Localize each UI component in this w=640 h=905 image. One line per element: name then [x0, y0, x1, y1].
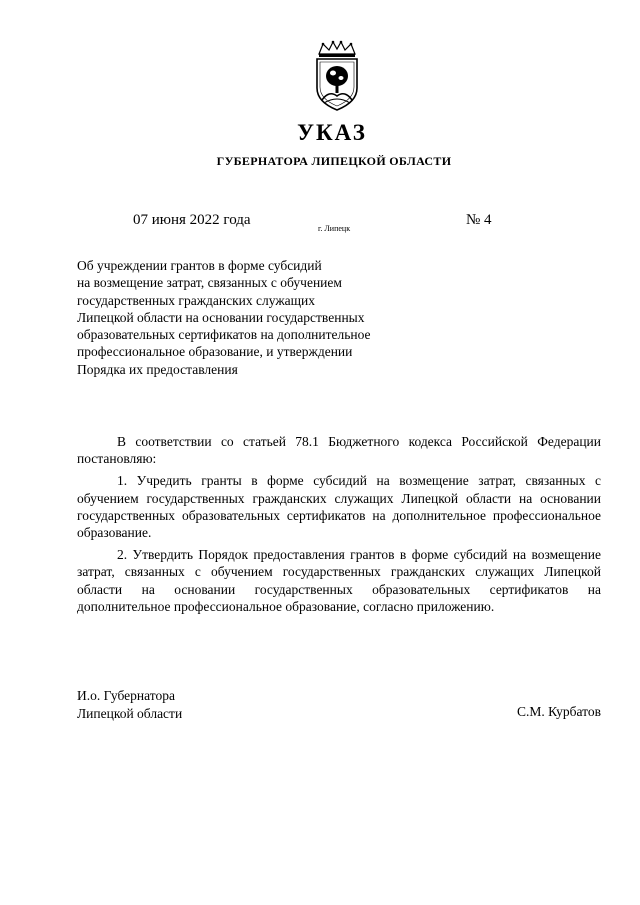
item-2-paragraph: 2. Утвердить Порядок предоставления грантов в форме субсидий на возмещение затрат, связанных с обучением государственных гражданских служащих Липецкой области на основании государственных образовательных сертификатов на дополнительное профессиональное образование, согласно приложению.	[77, 547, 601, 614]
document-date: 07 июня 2022 года	[133, 212, 251, 228]
document-city: г. Липецк	[318, 224, 351, 233]
item-1-paragraph: 1. Учредить гранты в форме субсидий на возмещение затрат, связанных с обучением государственных гражданских служащих Липецкой области на основании государственных образовательных сертификатов на дополнительное профессиональное образование.	[77, 473, 601, 541]
document-subtitle: ГУБЕРНАТОРА ЛИПЕЦКОЙ ОБЛАСТИ	[216, 154, 452, 168]
preamble-paragraph: В соответствии со статьей 78.1 Бюджетного кодекса Российской Федерации постановляю:	[77, 434, 601, 467]
document-body	[77, 433, 601, 620]
coat-of-arms-icon	[311, 40, 363, 112]
document-subject: Об учреждении грантов в форме субсидий на возмещение затрат, связанных с обучением государственных гражданских служащих Липецкой области на основании государственных образовательных сертификатов на дополнительное профессиональное образование, и утверждении Порядка их предоставления	[77, 258, 371, 377]
document-number: № 4	[466, 212, 492, 228]
signer-name: С.М. Курбатов	[517, 704, 601, 719]
document-title: УКАЗ	[297, 120, 367, 145]
signer-position: И.о. Губернатора Липецкой области	[77, 688, 183, 721]
